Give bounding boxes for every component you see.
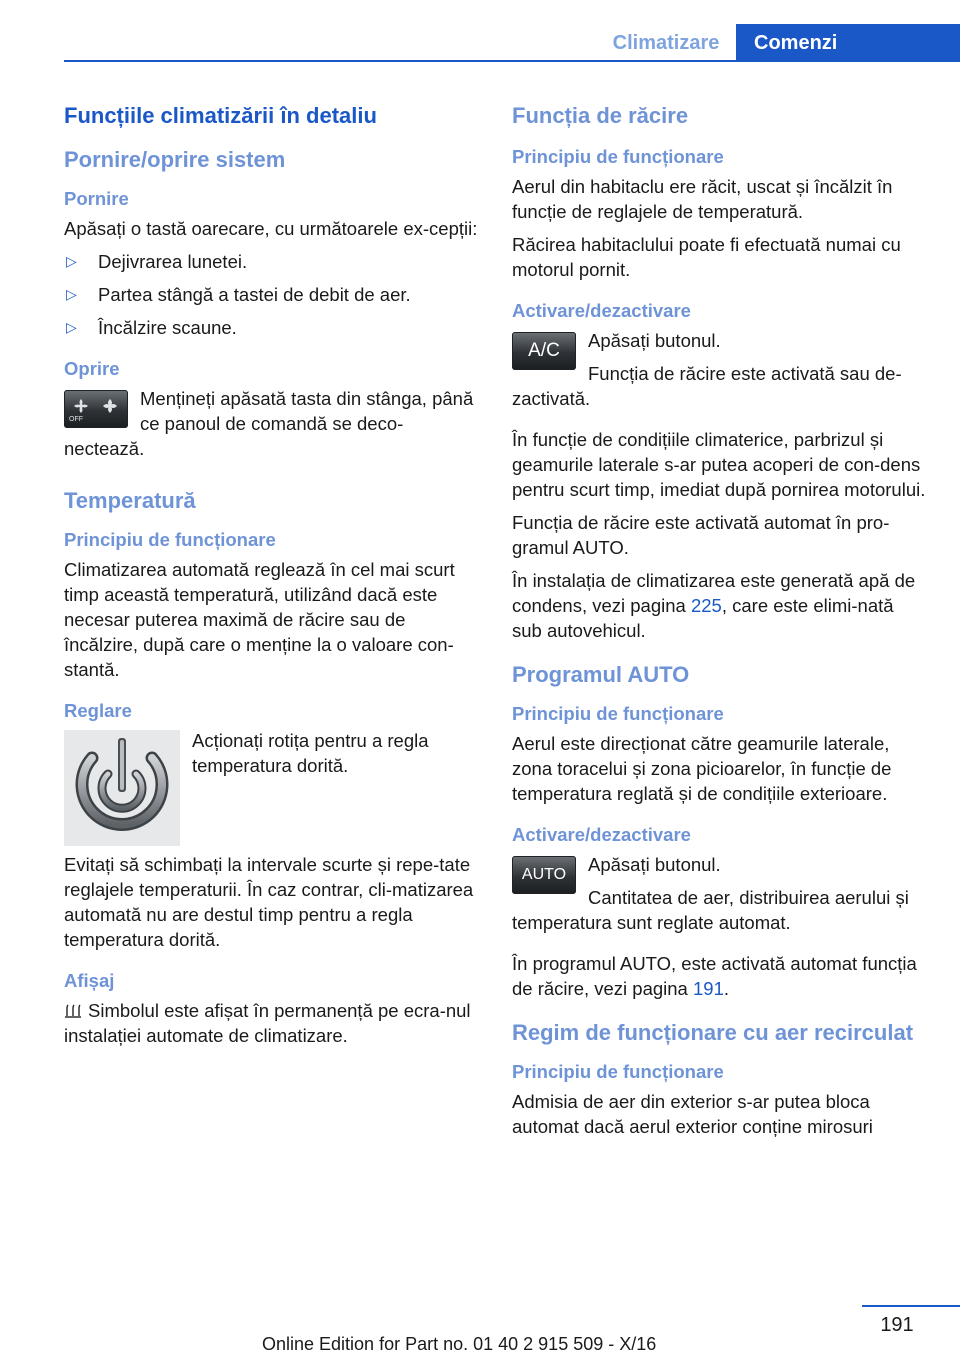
heading-pornire-oprire: Pornire/oprire sistem [64,147,286,172]
heading-temperatura: Temperatură [64,488,196,513]
auto-block [512,852,928,943]
oprire-text: Mențineți apăsată tasta din stânga, până ce panoul de comandă se deco-nectează. [64,388,474,459]
list-item [64,249,482,274]
auto-text: Aerul este direcționat către geamurile laterale, zona toracelui și zona picioarelor, în funcție de temperatura reglată și de condițiile exterioare. [512,733,892,804]
list-item [64,315,482,340]
fan-button-label: OFF [69,416,83,423]
afisaj-paragraph [64,998,482,1048]
heading-principiu-auto: Principiu de funcționare [512,703,724,724]
heading-principiu-recirculat: Principiu de funcționare [512,1061,724,1082]
reglare-text: Acționați rotița pentru a regla temperatura dorită. [192,730,429,776]
pornire-text: Apăsați o tastă oarecare, cu următoarele ex-cepții: [64,218,478,239]
footer-rule [862,1305,960,1307]
condens-text-2: Funcția de răcire este activată automat în pro-gramul AUTO. [512,512,890,558]
temperature-dial-image [64,730,180,846]
section-title: Funcțiile climatizării în detaliu [64,103,377,128]
auto-racire-post: . [723,978,730,999]
condens-text-1: În funcție de condițiile climaterice, parbrizul și geamurile laterale s-ar putea acoperi de con-dens pentru scurt timp, imediat după pornirea motorului. [512,429,926,500]
left-column [64,100,482,1056]
header-tab-active[interactable] [736,24,960,62]
list-item-text: Partea stângă a tastei de debit de aer. [98,284,411,305]
edition-footer: Online Edition for Part no. 01 40 2 915 509 - X/16 [262,1334,657,1354]
heading-oprire: Oprire [64,358,120,379]
recirculat-text: Admisia de aer din exterior s-ar putea bloca automat dacă aerul exterior conține mirosuri [512,1091,873,1137]
ac-button-image: A/C [512,332,576,370]
oprire-block [64,386,482,469]
heading-principiu-racire: Principiu de funcționare [512,146,724,167]
heading-pornire: Pornire [64,188,129,209]
ac-text-2: Funcția de răcire este activată sau de-zactivată. [512,363,902,409]
exceptions-list [64,249,482,340]
reglare-block [64,728,482,852]
heading-afisaj: Afișaj [64,970,115,991]
auto-button-image: AUTO [512,856,576,894]
auto-press-text: Apăsați butonul. [588,854,721,875]
header-tab-active-label: Comenzi [754,32,838,54]
condens-text-3 [512,568,928,643]
header-tab-section[interactable]: Climatizare [612,32,720,54]
heading-auto: Programul AUTO [512,662,690,687]
afisaj-text: Simbolul este afișat în permanență pe ecra-nul instalației automate de climatizare. [64,1000,471,1046]
list-item-text: Dejivrarea lunetei. [98,251,248,272]
temperatura-text: Climatizarea automată reglează în cel mai scurt timp această temperatură, utilizând dacă este necesar puterea maximă de răcire sau de încălzire, după care o menține la o valoare con-stantă. [64,559,455,680]
condens-text-3-post: , care este elimi-nată sub autovehicul. [512,595,894,641]
page-link-191[interactable]: 191 [693,978,724,999]
bullet-triangle-icon: ▷ [66,319,77,335]
list-item [64,282,482,307]
racire-text-2: Răcirea habitaclului poate fi efectuată numai cu motorul pornit. [512,234,901,280]
heading-recirculat: Regim de funcționare cu aer recirculat [512,1020,914,1045]
page-link-225[interactable]: 225 [690,595,722,616]
evitati-text: Evitați să schimbați la intervale scurte și repe-tate reglajele temperaturii. În caz contrar, cli-matizarea automată nu are destul timp pentru a regla temperatura dorită. [64,854,474,950]
heading-principiu-temperatura: Principiu de funcționare [64,529,276,550]
bullet-triangle-icon: ▷ [66,286,77,302]
heading-activare-auto: Activare/dezactivare [512,824,691,845]
right-column [512,100,928,1147]
condens-text-3-pre: În instalația de climatizarea este generată apă de condens, vezi pagina [512,570,916,616]
cooling-symbol-icon [64,1002,82,1018]
heading-activare-ac: Activare/dezactivare [512,300,691,321]
bullet-triangle-icon: ▷ [66,253,77,269]
heading-reglare: Reglare [64,700,132,721]
temperature-dial-icon [64,730,180,846]
racire-text-1: Aerul din habitaclu ere răcit, uscat și încălzit în funcție de reglajele de temperatură. [512,176,893,222]
ac-block [512,328,928,419]
heading-racire: Funcția de răcire [512,103,689,128]
auto-racire-text [512,951,928,1001]
fan-button-image [64,390,128,428]
auto-cantitate-text: Cantitatea de aer, distribuirea aerului și temperatura sunt reglate automat. [512,887,909,933]
auto-racire-pre: În programul AUTO, este activată automat funcția de răcire, vezi pagina [512,953,917,999]
ac-text-1: Apăsați butonul. [588,330,721,351]
list-item-text: Încălzire scaune. [98,317,237,338]
page-number: 191 [880,1314,914,1336]
